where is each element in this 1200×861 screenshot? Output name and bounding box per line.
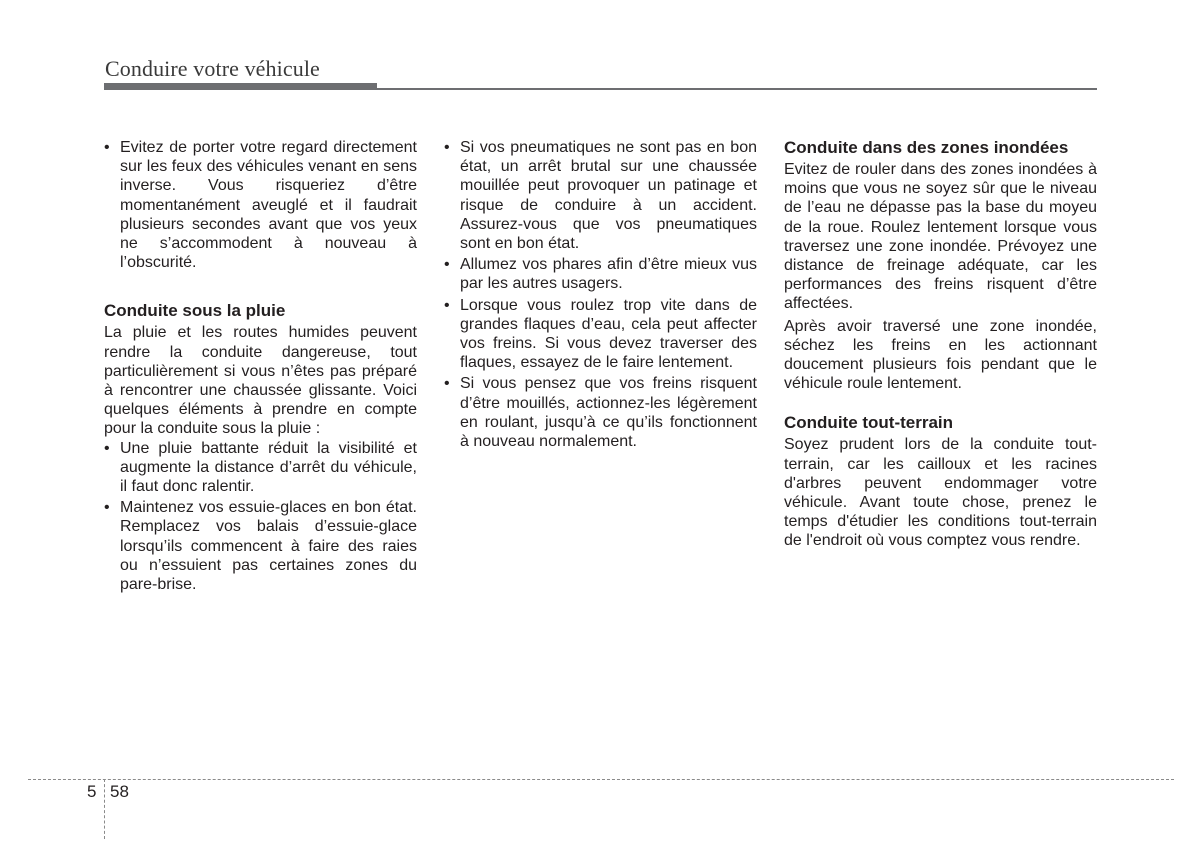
list-item xyxy=(104,138,417,272)
bullet-text: Si vos pneumatiques ne sont pas en bon état, un arrêt brutal sur une chaussée mouillée peut provoquer un patinage et risque de conduire à un accident. Assurez-vous que vos pneumatiques sont en bon état. xyxy=(460,139,757,253)
list-item xyxy=(444,296,757,373)
page-title: Conduire votre véhicule xyxy=(105,56,320,81)
bullet-icon: • xyxy=(104,439,110,457)
bullet-text: Lorsque vous roulez trop vite dans de grandes flaques d’eau, cela peut affecter vos freins. Si vous devez traverser des flaques, essayez de le faire lentement. xyxy=(460,296,757,372)
bullet-text: Si vous pensez que vos freins risquent d’être mouillés, actionnez-les légèrement en roulant, jusqu’à ce qu’ils fonctionnent à nouveau normalement. xyxy=(460,375,757,451)
column-1 xyxy=(104,138,417,596)
footer-dotted-divider xyxy=(104,779,105,839)
bullet-icon: • xyxy=(444,296,450,314)
bullet-text: Maintenez vos essuie-glaces en bon état. Remplacez vos balais d’essuie-glace lorsqu’ils commencent à faire des raies ou n’essuient pas certaines zones du pare-brise. xyxy=(120,499,417,594)
flood-paragraph-1: Evitez de rouler dans des zones inondées à moins que vous ne soyez sûr que le niveau de l’eau ne dépasse pas la base du moyeu de la roue. Roulez lentement lorsque vous traversez une zone inondée. Prévoyez une distance de freinage adéquate, car les performances des freins risquent d’être affectées. xyxy=(784,161,1097,313)
rain-paragraph: La pluie et les routes humides peuvent rendre la conduite dangereuse, tout particulièrement si vous n’êtes pas préparé à rencontrer une chaussée glissante. Voici quelques éléments à prendre en compte pour la conduite sous la pluie : xyxy=(104,324,417,438)
header-rule-thin xyxy=(377,88,1097,90)
section-heading-offroad: Conduite tout-terrain xyxy=(784,413,954,433)
list-item xyxy=(444,255,757,293)
flood-paragraph-2: Après avoir traversé une zone inondée, séchez les freins en les actionnant doucement plusieurs fois pendant que le véhicule roule lentement. xyxy=(784,317,1097,393)
chapter-number: 5 xyxy=(87,782,97,801)
bullet-text: Allumez vos phares afin d’être mieux vus par les autres usagers. xyxy=(460,256,757,293)
page-number: 58 xyxy=(110,782,129,801)
bullet-text: Evitez de porter votre regard directement sur les feux des véhicules venant en sens inverse. Vous risqueriez d’être momentanément aveuglé et il faudrait plusieurs secondes avant que vos yeux ne s’accommodent à nouveau à l’obscurité. xyxy=(120,139,417,272)
wet-road-bullet-list xyxy=(444,138,757,451)
bullet-icon: • xyxy=(444,375,450,393)
bullet-icon: • xyxy=(104,139,110,156)
intro-bullet-list xyxy=(104,138,417,272)
column-2 xyxy=(444,138,757,453)
bullet-text: Une pluie battante réduit la visibilité et augmente la distance d’arrêt du véhicule, il faut donc ralentir. xyxy=(120,439,417,496)
section-heading-flood: Conduite dans des zones inondées xyxy=(784,138,1069,157)
column-3 xyxy=(784,138,1097,551)
list-item xyxy=(444,138,757,253)
section-heading-rain: Conduite sous la pluie xyxy=(104,301,286,321)
list-item xyxy=(104,498,417,594)
bullet-icon: • xyxy=(104,499,110,517)
bullet-icon: • xyxy=(444,256,450,274)
header-rule-thick xyxy=(104,83,377,90)
list-item xyxy=(104,439,417,497)
list-item xyxy=(444,374,757,451)
rain-bullet-list xyxy=(104,439,417,595)
footer-dotted-rule xyxy=(28,779,1174,780)
bullet-icon: • xyxy=(444,139,450,156)
offroad-paragraph: Soyez prudent lors de la conduite tout-terrain, car les cailloux et les racines d'arbres peuvent endommager votre véhicule. Avant toute chose, prenez le temps d'étudier les conditions tout-terrain de l'endroit où vous comptez vous rendre. xyxy=(784,436,1097,550)
